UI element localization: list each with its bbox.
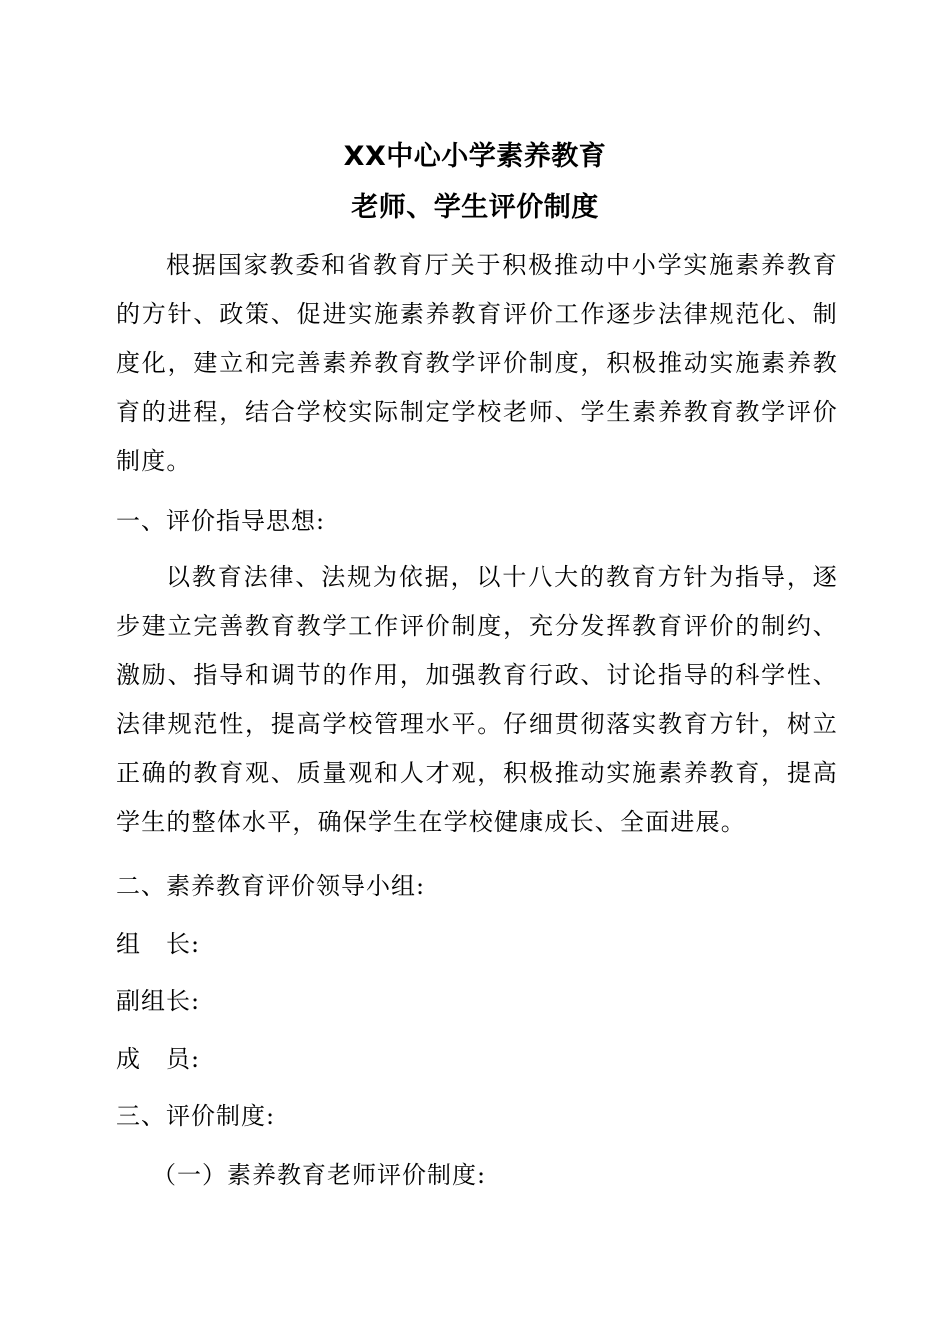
leader-label: 组 长:: [116, 930, 201, 958]
document-title-line1: XX中心小学素养教育: [343, 141, 607, 172]
section1-heading: 一、评价指导思想:: [116, 507, 326, 535]
section1-paragraph: 以教育法律、法规为依据，以十八大的教育方针为指导，逐步建立完善教育教学工作评价制度，充分发挥教育评价的制约、激励、指导和调节的作用，加强教育行政、讨论指导的科学性、法律规范性，提高学校管理水平。仔细贯彻落实教育方针，树立正确的教育观、质量观和人才观，积极推动实施素养教育，提高学生的整体水平，确保学生在学校健康成长、全面进展。: [116, 563, 838, 836]
section2-heading: 二、素养教育评价领导小组:: [116, 872, 426, 900]
member-label: 成 员:: [116, 1045, 201, 1073]
section1-paragraph-block: [116, 553, 838, 847]
intro-paragraph: 根据国家教委和省教育厅关于积极推动中小学实施素养教育的方针、政策、促进实施素养教育评价工作逐步法律规范化、制度化，建立和完善素养教育教学评价制度，积极推动实施素养教育的进程，结合学校实际制定学校老师、学生素养教育教学评价制度。: [116, 251, 838, 475]
intro-paragraph-block: [116, 241, 838, 486]
section3-heading: 三、评价制度:: [116, 1102, 276, 1130]
document-title-line2: 老师、学生评价制度: [351, 192, 599, 223]
subsection1-heading: （一）素养教育老师评价制度:: [152, 1161, 487, 1189]
deputy-label: 副组长:: [116, 987, 201, 1015]
